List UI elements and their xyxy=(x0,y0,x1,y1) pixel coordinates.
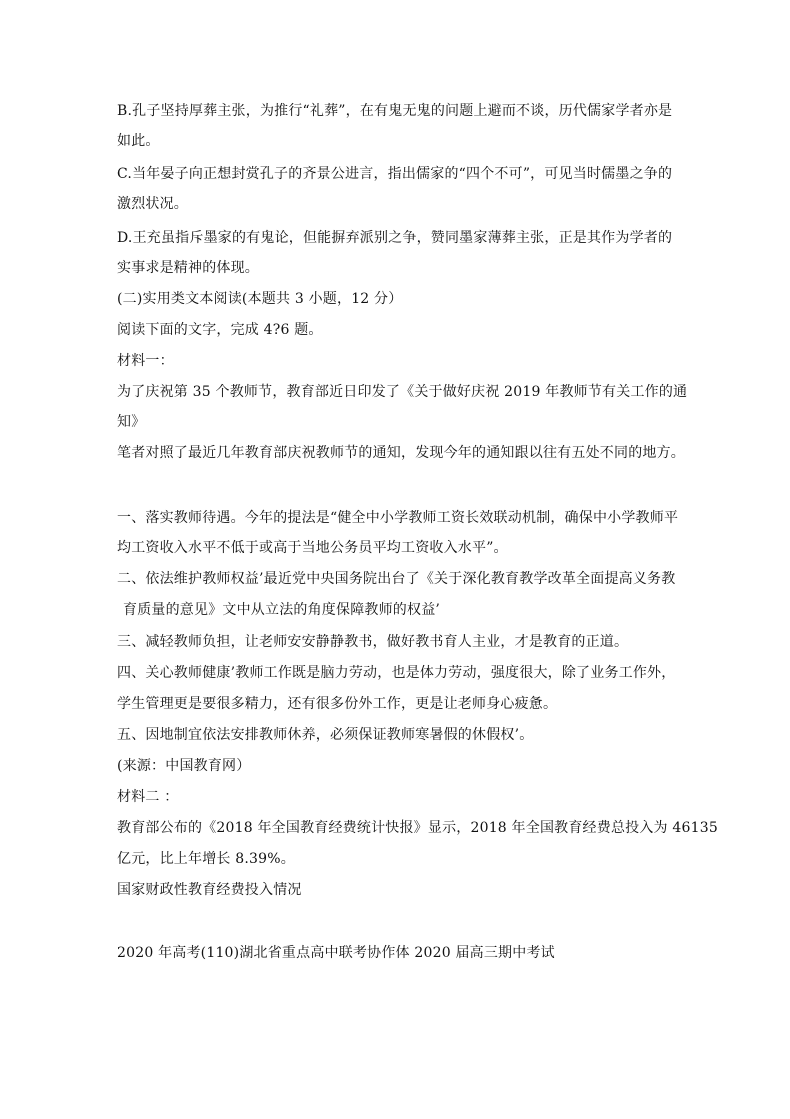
text-line: C.当年晏子向正想封赏孔子的齐景公进言，指出儒家的“四个不可”，可见当时儒墨之争的 xyxy=(117,166,673,182)
text-line: 笔者对照了最近几年教育部庆祝教师节的通知，发现今年的通知跟以往有五处不同的地方。 xyxy=(117,445,685,461)
page-footer: 2020 年高考(110)湖北省重点高中联考协作体 2020 届高三期中考试 xyxy=(117,945,555,961)
text-line: 知》 xyxy=(117,414,146,430)
text-line: 均工资收入水平不低于或高于当地公务员平均工资收入水平”。 xyxy=(117,540,508,556)
text-line: 四、关心教师健康’教师工作既是脑力劳动，也是体力劳动，强度很大，除了业务工作外， xyxy=(117,665,676,681)
text-line: 学生管理更是要很多精力，还有很多份外工作，更是让老师身心疲惫。 xyxy=(117,696,558,712)
section-heading: (二)实用类文本阅读(本题共 3 小题，12 分） xyxy=(117,291,403,307)
text-line: B.孔子坚持厚葬主张，为推行“礼葬”，在有鬼无鬼的问题上避而不谈，历代儒家学者亦是 xyxy=(117,103,673,119)
text-line: 实事求是精神的体现。 xyxy=(117,260,259,276)
text-line: 教育部公布的《2018 年全国教育经费统计快报》显示，2018 年全国教育经费总投入为 46135 xyxy=(117,820,718,836)
text-line: 为了庆祝第 35 个教师节，教育部近日印发了《关于做好庆祝 2019 年教师节有关工作的通 xyxy=(117,384,688,400)
chart-caption: 国家财政性教育经费投入情况 xyxy=(117,882,302,898)
text-line: 二、依法维护教师权益’最近党中央国务院出台了《关于深化教育教学改革全面提高义务教 xyxy=(117,571,676,587)
text-line: 三、减轻教师负担，让老师安安静静教书，做好教书育人主业，才是教育的正道。 xyxy=(117,634,629,650)
text-line: 五、因地制宜依法安排教师休养，必须保证教师寒暑假的休假权’。 xyxy=(117,727,534,743)
text-line: 育质量的意见》文中从立法的角度保障教师的权益’ xyxy=(123,602,441,618)
text-line: 亿元，比上年增长 8.39%。 xyxy=(117,851,295,867)
text-line: D.王充虽指斥墨家的有鬼论，但能摒弃派别之争，赞同墨家薄葬主张，正是其作为学者的 xyxy=(117,230,673,246)
text-line: 阅读下面的文字，完成 4?6 题。 xyxy=(117,322,323,338)
material-label: 材料二 ： xyxy=(117,789,179,805)
source-note: (来源：中国教育网） xyxy=(117,758,251,774)
material-label: 材料一： xyxy=(117,353,174,369)
text-line: 激烈状况。 xyxy=(117,196,188,212)
text-line: 如此。 xyxy=(117,133,160,149)
text-line: 一、落实教师待遇。今年的提法是“健全中小学教师工资长效联动机制，确保中小学教师平 xyxy=(117,510,679,526)
